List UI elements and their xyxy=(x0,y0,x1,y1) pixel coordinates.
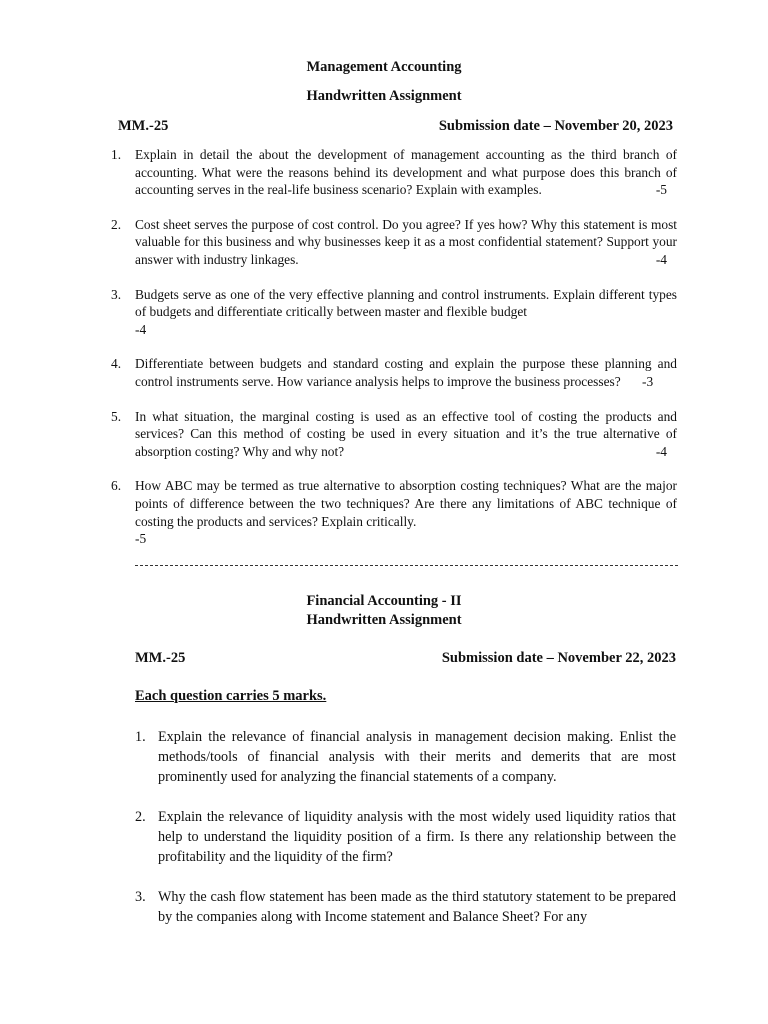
question-item xyxy=(111,477,677,547)
section1-subtitle: Handwritten Assignment xyxy=(306,88,462,104)
question-number: 2. xyxy=(135,809,146,825)
section2-question-list xyxy=(135,727,676,927)
section-divider xyxy=(135,553,678,566)
question-number: 1. xyxy=(111,147,122,162)
question-item xyxy=(111,286,677,339)
question-item xyxy=(135,887,676,927)
question-number: 5. xyxy=(111,408,122,424)
question-marks: -3 xyxy=(642,373,654,389)
question-number: 1. xyxy=(135,729,146,745)
question-item xyxy=(135,727,676,787)
section2-course-code: MM.-25 xyxy=(135,650,186,666)
question-marks: -4 xyxy=(135,321,147,337)
section1-course-code: MM.-25 xyxy=(118,118,169,134)
section2-subtitle: Handwritten Assignment xyxy=(306,612,462,628)
question-number: 4. xyxy=(111,356,122,372)
question-text: Budgets serve as one of the very effective planning and control instruments. Explain different types of budgets and differentiate critically between master and flexible budget xyxy=(135,286,677,320)
question-number: 6. xyxy=(111,478,122,494)
question-number: 3. xyxy=(111,286,122,302)
question-marks: -4 xyxy=(655,251,667,267)
question-item xyxy=(111,216,677,269)
marks-instruction: Each question carries 5 marks. xyxy=(135,688,327,704)
question-item xyxy=(111,146,677,199)
question-text: Explain the relevance of liquidity analysis with the most widely used liquidity ratios that help to understand the liquidity position of a firm. Is there any relationship between the profitability and the liquidity of the firm? xyxy=(158,809,676,865)
question-marks: -4 xyxy=(655,443,667,459)
question-text: Explain the relevance of financial analysis in management decision making. Enlist the methods/tools of financial analysis with their merits and demerits that are most prominently used for analyzing the financial statements of a company. xyxy=(158,729,676,785)
question-marks: -5 xyxy=(135,531,147,547)
section1-title: Management Accounting xyxy=(306,59,462,75)
question-text: Differentiate between budgets and standard costing and explain the purpose these planning and control instruments serve. How variance analysis helps to improve the business processes? xyxy=(135,356,677,389)
question-text: Cost sheet serves the purpose of cost control. Do you agree? If yes how? Why this statement is most valuable for this business and why businesses keep it as a most confidential statement? Support your answer with industry linkages. xyxy=(135,216,677,267)
question-item xyxy=(111,408,677,461)
question-text: Explain in detail the about the development of management accounting as the third branch of accounting. What were the reasons behind its development and what purpose does this branch of accounting serves in the real-life business scenario? Explain with examples. xyxy=(135,147,677,198)
question-number: 2. xyxy=(111,216,122,232)
question-text: Why the cash flow statement has been made as the third statutory statement to be prepared by the companies along with Income statement and Balance Sheet? For any xyxy=(158,889,676,925)
question-item xyxy=(111,355,677,390)
section2-title: Financial Accounting - II xyxy=(306,593,462,609)
question-marks: -5 xyxy=(655,182,667,198)
section2-submission-date: Submission date – November 22, 2023 xyxy=(441,650,676,666)
question-text: In what situation, the marginal costing is used as an effective tool of costing the products and services? Can this method of costing be used in every situation and it’s the true alternative of absorption costing? Why and why not? xyxy=(135,408,677,459)
section1-question-list xyxy=(111,146,677,548)
question-number: 3. xyxy=(135,889,146,905)
section1-submission-date: Submission date – November 20, 2023 xyxy=(438,118,673,134)
question-item xyxy=(135,807,676,867)
question-text: How ABC may be termed as true alternative to absorption costing techniques? What are the major points of difference between the two techniques? Are there any limitations of ABC technique of costing the products and services? Explain critically. xyxy=(135,478,677,529)
